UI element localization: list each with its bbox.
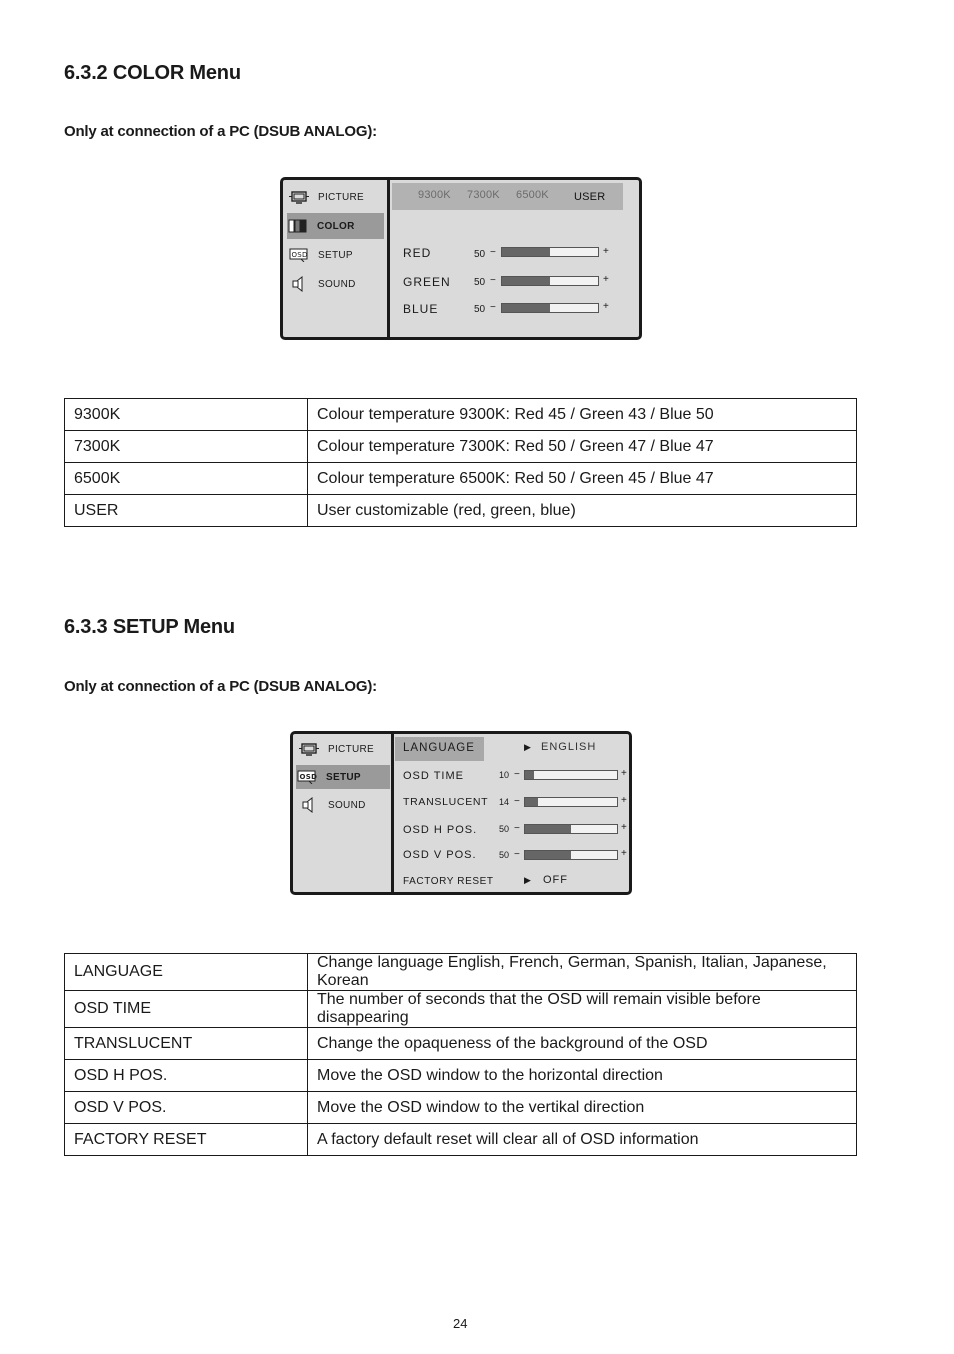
osd-menu-item-color[interactable] — [287, 213, 384, 239]
slider-value: 50 — [499, 824, 510, 834]
osd-menu-label: PICTURE — [318, 191, 364, 203]
table-cell-setting: FACTORY RESET — [65, 1124, 308, 1156]
factory-reset-arrow-icon[interactable]: ▶ — [524, 875, 531, 885]
table-row — [65, 431, 857, 463]
color-temperature-bar — [392, 183, 623, 210]
osd-menu-label: SETUP — [326, 771, 361, 783]
table-cell-setting: TRANSLUCENT — [65, 1028, 308, 1060]
table-cell-setting: LANGUAGE — [65, 954, 308, 991]
slider-minus[interactable]: − — [490, 275, 496, 286]
table-cell-setting: OSD V POS. — [65, 1092, 308, 1124]
osd-setup-icon — [296, 770, 318, 784]
temp-option-user[interactable]: USER — [574, 191, 606, 203]
setting-label-factory-reset[interactable]: FACTORY RESET — [403, 876, 494, 887]
color-spec-table — [64, 398, 857, 527]
language-value: ENGLISH — [541, 741, 597, 753]
slider-osd-h-pos[interactable] — [524, 824, 618, 834]
slider-osd-time[interactable] — [524, 770, 618, 780]
setting-label-osd-time: OSD TIME — [403, 770, 464, 782]
slider-plus[interactable]: + — [621, 848, 627, 859]
slider-fill — [525, 851, 571, 859]
page-number: 24 — [453, 1316, 468, 1331]
setting-label-osd-h-pos: OSD H POS. — [403, 824, 478, 836]
slider-fill — [502, 304, 550, 312]
osd-menu-label: SOUND — [318, 278, 356, 290]
slider-fill — [525, 825, 571, 833]
table-cell-description: Colour temperature 9300K: Red 45 / Green 43 / Blue 50 — [308, 399, 857, 431]
table-cell-description: Change the opaqueness of the background of the OSD — [308, 1028, 857, 1060]
osd-setup-icon — [288, 248, 310, 262]
table-cell-setting: USER — [65, 495, 308, 527]
slider-translucent[interactable] — [524, 797, 618, 807]
osd-menu-label: SETUP — [318, 249, 353, 261]
osd-menu-label: SOUND — [328, 799, 366, 811]
table-cell-setting: 9300K — [65, 399, 308, 431]
slider-plus[interactable]: + — [603, 301, 609, 312]
table-cell-setting: OSD TIME — [65, 991, 308, 1028]
osd-menu-item-setup[interactable] — [296, 765, 390, 789]
osd-menu-item-picture[interactable] — [288, 184, 385, 210]
osd-divider — [387, 180, 390, 337]
setup-spec-table — [64, 953, 857, 1156]
slider-value: 50 — [474, 249, 486, 260]
slider-value: 10 — [499, 770, 510, 780]
slider-value: 50 — [474, 277, 486, 288]
slider-fill — [502, 277, 550, 285]
slider-label-red: RED — [403, 246, 432, 260]
osd-menu-item-setup[interactable] — [288, 242, 385, 268]
slider-green[interactable] — [501, 276, 599, 286]
color-section-subheading: Only at connection of a PC (DSUB ANALOG): — [64, 123, 377, 140]
slider-minus[interactable]: − — [514, 769, 520, 780]
table-row — [65, 1092, 857, 1124]
table-cell-description: The number of seconds that the OSD will remain visible before disappearing — [308, 991, 857, 1028]
temp-option-9300k[interactable]: 9300K — [418, 189, 451, 201]
table-row — [65, 463, 857, 495]
slider-fill — [525, 771, 534, 779]
table-cell-description: Change language English, French, German, Spanish, Italian, Japanese, Korean — [308, 954, 857, 991]
slider-minus[interactable]: − — [490, 247, 496, 258]
osd-menu-item-sound[interactable] — [288, 271, 385, 297]
slider-fill — [502, 248, 550, 256]
table-cell-description: Move the OSD window to the horizontal direction — [308, 1060, 857, 1092]
slider-plus[interactable]: + — [603, 246, 609, 257]
table-cell-description: User customizable (red, green, blue) — [308, 495, 857, 527]
table-row — [65, 954, 857, 991]
table-row — [65, 1124, 857, 1156]
osd-menu-item-picture[interactable] — [298, 736, 390, 762]
setting-label-language[interactable]: LANGUAGE — [403, 742, 475, 754]
setup-section-heading: 6.3.3 SETUP Menu — [64, 616, 235, 638]
table-cell-setting: 7300K — [65, 431, 308, 463]
slider-plus[interactable]: + — [603, 274, 609, 285]
table-cell-description: Colour temperature 7300K: Red 50 / Green 47 / Blue 47 — [308, 431, 857, 463]
slider-osd-v-pos[interactable] — [524, 850, 618, 860]
table-row — [65, 991, 857, 1028]
slider-minus[interactable]: − — [514, 796, 520, 807]
slider-minus[interactable]: − — [490, 302, 496, 313]
setting-label-osd-v-pos: OSD V POS. — [403, 849, 477, 861]
osd-menu-label: PICTURE — [328, 743, 374, 755]
table-cell-description: Move the OSD window to the vertikal direction — [308, 1092, 857, 1124]
slider-value: 14 — [499, 797, 510, 807]
slider-label-blue: BLUE — [403, 302, 439, 316]
setting-label-translucent: TRANSLUCENT — [403, 796, 489, 808]
speaker-icon — [298, 797, 320, 813]
table-cell-description: Colour temperature 6500K: Red 50 / Green 45 / Blue 47 — [308, 463, 857, 495]
slider-plus[interactable]: + — [621, 768, 627, 779]
table-cell-description: A factory default reset will clear all of OSD information — [308, 1124, 857, 1156]
language-arrow-icon[interactable]: ▶ — [524, 742, 531, 752]
slider-fill — [525, 798, 538, 806]
temp-option-7300k[interactable]: 7300K — [467, 189, 500, 201]
picture-icon — [298, 742, 320, 756]
speaker-icon — [288, 276, 310, 292]
color-section-heading: 6.3.2 COLOR Menu — [64, 62, 241, 84]
slider-label-green: GREEN — [403, 275, 451, 289]
slider-value: 50 — [499, 850, 510, 860]
slider-red[interactable] — [501, 247, 599, 257]
slider-minus[interactable]: − — [514, 823, 520, 834]
table-cell-setting: OSD H POS. — [65, 1060, 308, 1092]
slider-plus[interactable]: + — [621, 822, 627, 833]
table-cell-setting: 6500K — [65, 463, 308, 495]
slider-value: 50 — [474, 304, 486, 315]
osd-menu-label: COLOR — [317, 220, 355, 232]
svg-text:OSD: OSD — [291, 251, 308, 259]
factory-reset-value: OFF — [543, 874, 568, 886]
slider-blue[interactable] — [501, 303, 599, 313]
table-row — [65, 495, 857, 527]
table-row — [65, 1028, 857, 1060]
slider-minus[interactable]: − — [514, 849, 520, 860]
table-row — [65, 1060, 857, 1092]
setup-osd-window — [290, 731, 632, 895]
color-osd-window — [280, 177, 642, 340]
picture-icon — [288, 190, 310, 204]
svg-text:OSD: OSD — [299, 773, 317, 781]
temp-option-6500k[interactable]: 6500K — [516, 189, 549, 201]
setup-section-subheading: Only at connection of a PC (DSUB ANALOG): — [64, 678, 377, 695]
osd-divider — [391, 734, 394, 892]
color-icon — [287, 219, 309, 233]
slider-plus[interactable]: + — [621, 795, 627, 806]
osd-menu-item-sound[interactable] — [298, 792, 390, 818]
table-row — [65, 399, 857, 431]
